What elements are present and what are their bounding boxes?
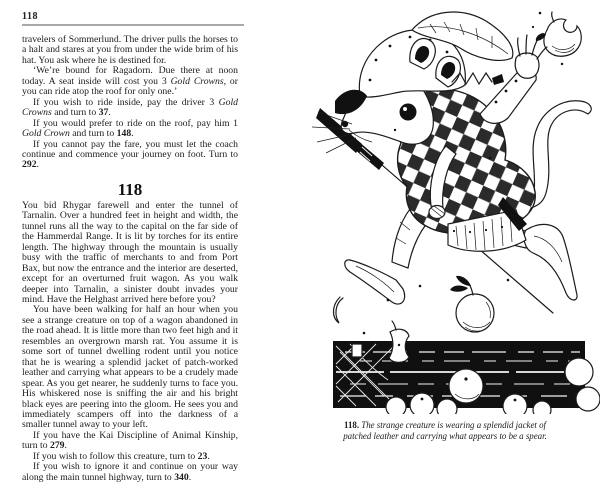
paragraph: If you have the Kai Discipline of Animal Kinship, turn to 279. — [22, 429, 238, 452]
body-text — [22, 35, 238, 483]
rat-creature — [312, 12, 591, 313]
caption-text: The strange creature is wearing a splendid jacket of patched leather and carrying what appears to be a spear. — [343, 420, 547, 441]
illustration — [300, 0, 600, 414]
section-heading: 118 — [117, 179, 143, 199]
paragraph: You have been walking for half an hour when you see a strange creature on top of a wagon abandoned in the road ahead. It is little more than two feet high and it resembles an overgrown marsh rat. You assume it is some sort of tunnel dwelling rodent until you notice that he is wearing a splendid jacket of patch-worked leather and carrying what appears to be a crudely made spear. As you get nearer, he suddenly turns to face you. His whiskered nose is sniffing the air and his bright black eyes are peering into the gloom. He sees you and immediately scampers off into the darkness of a smaller tunnel away to your left. — [22, 304, 238, 431]
page-header-number: 118 — [22, 11, 38, 22]
left-page-text-column — [22, 11, 238, 483]
paragraph: If you wish to ignore it and continue on your way along the main tunnel highway, turn to 340. — [22, 461, 238, 483]
bitten-apple — [532, 12, 581, 65]
paragraph: You bid Rhygar farewell and enter the tunnel of Tarnalin. Over a hundred feet in height and width, the tunnel runs all the way to the capital on the far side of the Hammerdal Range. It is lit by torches for its entire length. The highway through the mountain is usually busy with the traffic of merchants to and from Port Bax, but now the entrance and the interior are deserted, except for an overturned fruit wagon. As you walk deeper into Tarnalin, a sinister doubt invades your mind. Have the Helghast arrived here before you? — [22, 199, 238, 305]
rat-creature-illustration — [300, 0, 600, 414]
paragraph: If you wish to follow this creature, turn to 23. — [33, 450, 210, 462]
caption-number: 118. — [344, 420, 360, 430]
cork — [352, 344, 362, 357]
apple-sliver — [333, 297, 343, 323]
paragraph: ‘We’re bound for Ragadorn. Due there at noon today. A seat inside will cost you 3 Gold Crowns, or you can ride atop the roof for only one.’ — [22, 65, 238, 98]
falling-apple — [450, 276, 494, 332]
header-rule — [22, 24, 244, 26]
paragraph: travelers of Sommerlund. The driver pulls the horses to a halt and stares at you from under the wide brim of his hat. You ask where he is destined for. — [22, 34, 238, 66]
paragraph: If you wish to ride inside, pay the driver 3 Gold Crowns and turn to 37. — [22, 96, 238, 119]
eye — [400, 104, 417, 121]
paragraph: If you cannot pay the fare, you must let the coach continue and commence your journey on foot. Turn to 292. — [22, 138, 238, 171]
paragraph: If you would prefer to ride on the roof, pay him 1 Gold Crown and turn to 148. — [22, 117, 238, 140]
wagon-side — [333, 321, 600, 414]
illustration-caption — [333, 420, 557, 441]
